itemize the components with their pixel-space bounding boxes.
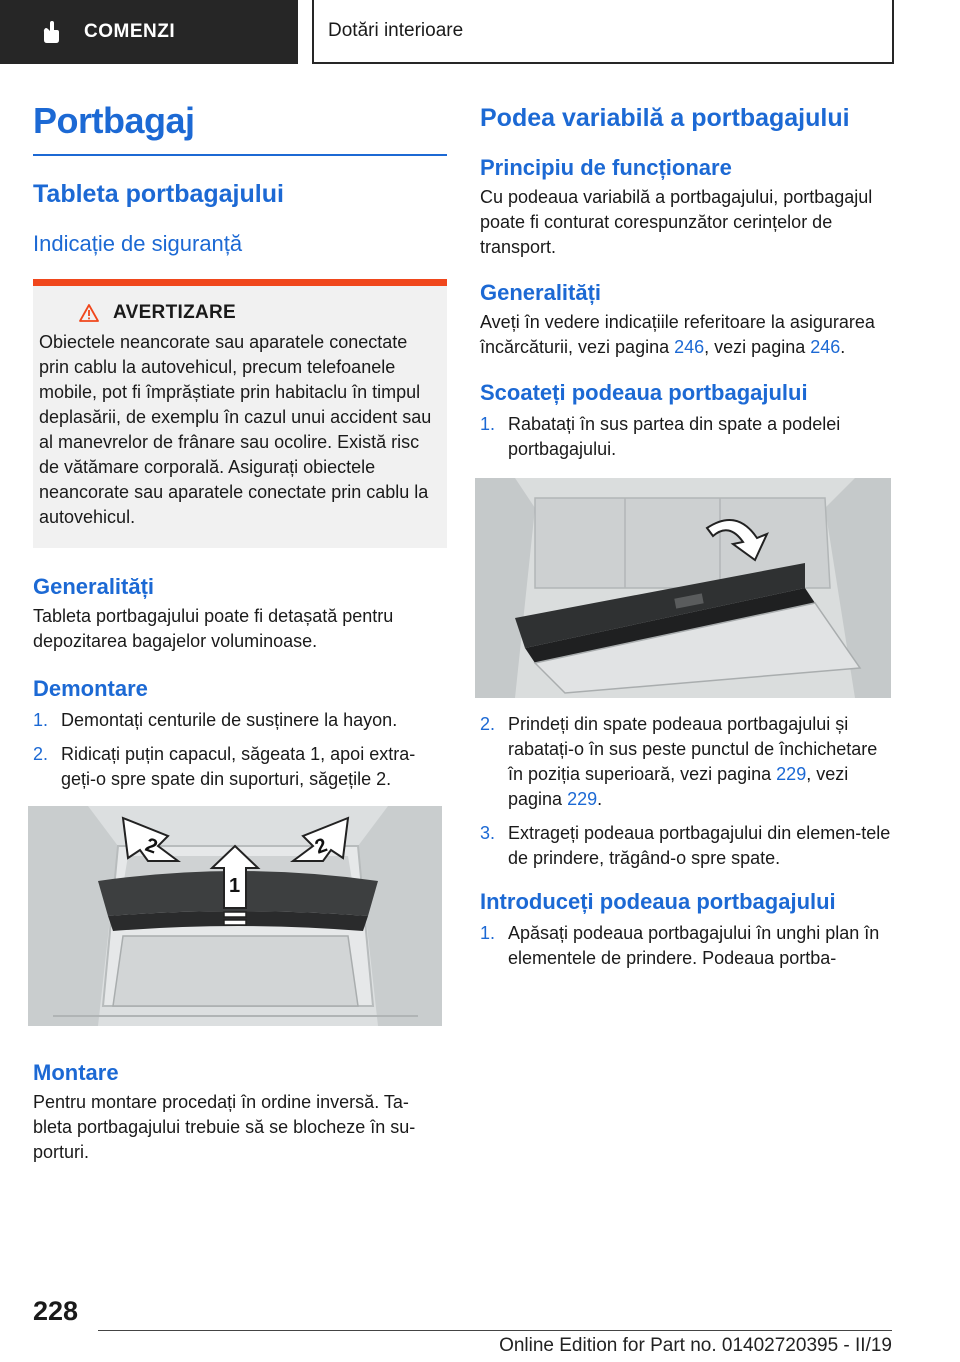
principle-heading: Principiu de funcționare (480, 155, 732, 180)
step-text: Rabatați în sus partea din spate a podelei portbagajului. (508, 414, 841, 459)
text-fragment: . (840, 337, 846, 357)
chapter-label: COMENZI (84, 21, 176, 42)
section-title: Podea variabilă a portbagajului (480, 104, 850, 132)
chapter-tab[interactable] (0, 0, 298, 64)
page-link[interactable]: 246 (674, 337, 705, 357)
parcel-shelf-illustration (28, 806, 442, 1026)
text-fragment: Aveți în vedere indicațiile referitoare la asigurarea încărcăturii, vezi pagina (480, 312, 875, 357)
text-fragment: . (597, 789, 603, 809)
list-item (480, 412, 892, 462)
step-number: 1. (480, 414, 496, 434)
general-text (480, 310, 892, 360)
list-item (33, 708, 447, 733)
text-fragment: Prindeți din spate podeaua portbagajului și rabatați-o în sus peste punctul de închichetare în poziția superioară, vezi pagina (508, 714, 878, 784)
page-link[interactable]: 246 (810, 337, 841, 357)
page-number: 228 (33, 1296, 79, 1326)
text-fragment: , vezi pagina (704, 337, 811, 357)
arrow-label: 1 (229, 875, 241, 897)
list-item (480, 712, 892, 812)
principle-text: Cu podeaua variabilă a portbagajului, portbagajul poate fi conturat corespunzător cerințelor de transport. (480, 187, 873, 257)
section-tab[interactable] (312, 0, 894, 64)
step-number: 1. (33, 710, 49, 730)
insert-floor-heading: Introduceți podeaua portbagajului (480, 889, 836, 914)
general-heading: Generalități (480, 280, 602, 305)
pointing-hand-icon (40, 20, 62, 44)
general-text: Tableta portbagajului poate fi detașată pentru depozitarea bagajelor voluminoase. (33, 606, 394, 651)
list-item (480, 821, 892, 871)
page-header (0, 0, 960, 66)
remove-steps-continued (480, 712, 892, 871)
page-link[interactable]: 229 (567, 789, 598, 809)
mounting-text: Pentru montare procedați în ordine inversă. Ta-bleta portbagajului trebuie să se blocheze în su-porturi. (33, 1092, 416, 1162)
subtitle: Tableta portbagajului (33, 180, 284, 208)
safety-heading: Indicație de siguranță (33, 231, 243, 256)
warning-box (33, 279, 447, 548)
removal-steps (33, 708, 447, 792)
variable-floor-illustration (475, 478, 891, 698)
footer-rule (98, 1330, 892, 1331)
general-heading: Generalități (33, 574, 155, 599)
remove-floor-heading: Scoateți podeaua portbagajului (480, 380, 808, 405)
arrow-label: 2 (312, 834, 331, 859)
title-rule (33, 154, 447, 156)
edition-text: Online Edition for Part no. 01402720395 - II/19 (499, 1335, 892, 1356)
text-fragment: , vezi pagina (508, 764, 849, 809)
step-number: 1. (480, 923, 496, 943)
step-text: Apăsați podeaua portbagajului în unghi plan în elementele de prindere. Podeaua portba- (508, 923, 880, 968)
insert-steps (480, 921, 892, 971)
list-item (480, 921, 892, 971)
page-title: Portbagaj (33, 100, 195, 141)
warning-label: AVERTIZARE (113, 302, 236, 323)
page-link[interactable]: 229 (776, 764, 807, 784)
step-number: 3. (480, 823, 496, 843)
mounting-heading: Montare (33, 1060, 119, 1085)
warning-triangle-icon (79, 304, 99, 322)
arrow-label: 2 (142, 834, 161, 859)
step-number: 2. (480, 714, 496, 734)
step-text (508, 714, 877, 809)
step-number: 2. (33, 744, 49, 764)
right-column (480, 90, 892, 980)
warning-text: Obiectele neancorate sau aparatele conectate prin cablu la autovehicul, precum telefoanele mobile, pot fi împrăștiate prin habitaclu în timpul deplasării, de exemplu în cazul unui accident sau al manevrelor de frânare sau ocolire. Există risc de vătămare corporală. Asigurați obiectele neancorate sau aparatele conectate prin cablu la autovehicul. (39, 332, 432, 527)
step-text: Demontați centurile de susținere la hayon. (61, 710, 398, 730)
trunk-floor-drawing (475, 478, 891, 698)
list-item (33, 742, 447, 792)
step-text: Ridicați puțin capacul, săgeata 1, apoi extra-geți-o spre spate din suporturi, săgețile 2. (61, 744, 416, 789)
left-column (33, 90, 447, 1165)
remove-steps (480, 412, 892, 462)
section-label: Dotări interioare (328, 20, 464, 41)
removal-heading: Demontare (33, 676, 148, 701)
trunk-cover-drawing (28, 806, 442, 1026)
step-text: Extrageți podeaua portbagajului din elemen-tele de prindere, trăgând-o spre spate. (508, 823, 891, 868)
